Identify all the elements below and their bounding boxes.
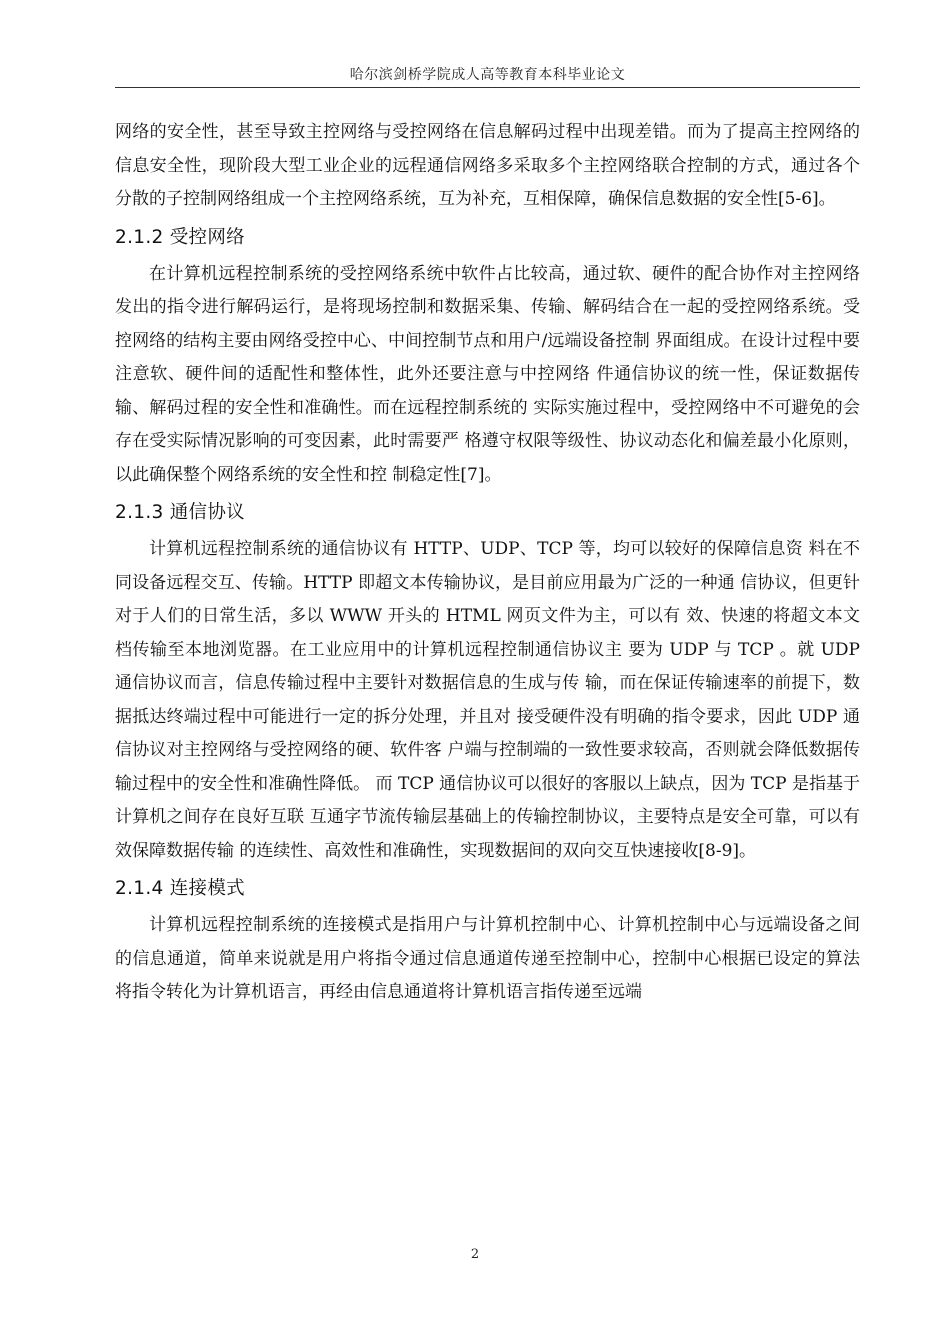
section-heading-communication-protocol: 2.1.3 通信协议: [115, 502, 245, 523]
continuation-paragraph: 网络的安全性，甚至导致主控网络与受控网络在信息解码过程中出现差错。而为了提高主控网络的信息安全性，现阶段大型工业企业的远程通信网络多采取多个主控网络联合控制的方式，通过各个分散的子控制网络组成一个主控网络系统，互为补充，互相保障，确保信息数据的安全性[5-6]。: [115, 122, 860, 209]
header-rule: [115, 87, 860, 88]
page-number: 2: [470, 1247, 480, 1262]
running-header: 哈尔滨剑桥学院成人高等教育本科毕业论文: [349, 67, 626, 83]
section-heading-connection-mode: 2.1.4 连接模式: [115, 878, 245, 899]
paragraph-connection-mode: 计算机远程控制系统的连接模式是指用户与计算机控制中心、计算机控制中心与远端设备之间的信息通道，简单来说就是用户将指令通过信息通道传递至控制中心，控制中心根据已设定的算法将指令转化为计算机语言，再经由信息通道将计算机语言指传递至远端: [115, 915, 860, 1002]
page-content: [115, 116, 860, 1010]
section-heading-controlled-network: 2.1.2 受控网络: [115, 226, 245, 248]
paragraph-communication-protocol: 计算机远程控制系统的通信协议有 HTTP、UDP、TCP 等，均可以较好的保障信息资 料在不同设备远程交互、传输。HTTP 即超文本传输协议，是目前应用最为广泛的一种通 信协议，但更针对于人们的日常生活，多以 WWW 开头的 HTML 网页文件为主，可以有 效、快速的将超文本文档传输至本地浏览器。在工业应用中的计算机远程控制通信协议主 要为 UDP 与 TCP 。就 UDP 通信协议而言，信息传输过程中主要针对数据信息的生成与传 输，而在保证传输速率的前提下，数据抵达终端过程中可能进行一定的拆分处理，并且对 接受硬件没有明确的指令要求，因此 UDP 通信协议对主控网络与受控网络的硬、软件客 户端与控制端的一致性要求较高，否则就会降低数据传输过程中的安全性和准确性降低。 而 TCP 通信协议可以很好的客服以上缺点，因为 TCP 是指基于计算机之间存在良好互联 互通字节流传输层基础上的传输控制协议，主要特点是安全可靠，可以有效保障数据传输 的连续性、高效性和准确性，实现数据间的双向交互快速接收[8-9]。: [115, 539, 860, 861]
paragraph-controlled-network: 在计算机远程控制系统的受控网络系统中软件占比较高，通过软、硬件的配合协作对主控网络发出的指令进行解码运行，是将现场控制和数据采集、传输、解码结合在一起的受控网络系统。受控网络的结构主要由网络受控中心、中间控制节点和用户/远端设备控制 界面组成。在设计过程中要注意软、硬件间的适配性和整体性，此外还要注意与中控网络 件通信协议的统一性，保证数据传输、解码过程的安全性和准确性。而在远程控制系统的 实际实施过程中，受控网络中不可避免的会存在受实际情况影响的可变因素，此时需要严 格遵守权限等级性、协议动态化和偏差最小化原则，以此确保整个网络系统的安全性和控 制稳定性[7]。: [115, 263, 860, 485]
